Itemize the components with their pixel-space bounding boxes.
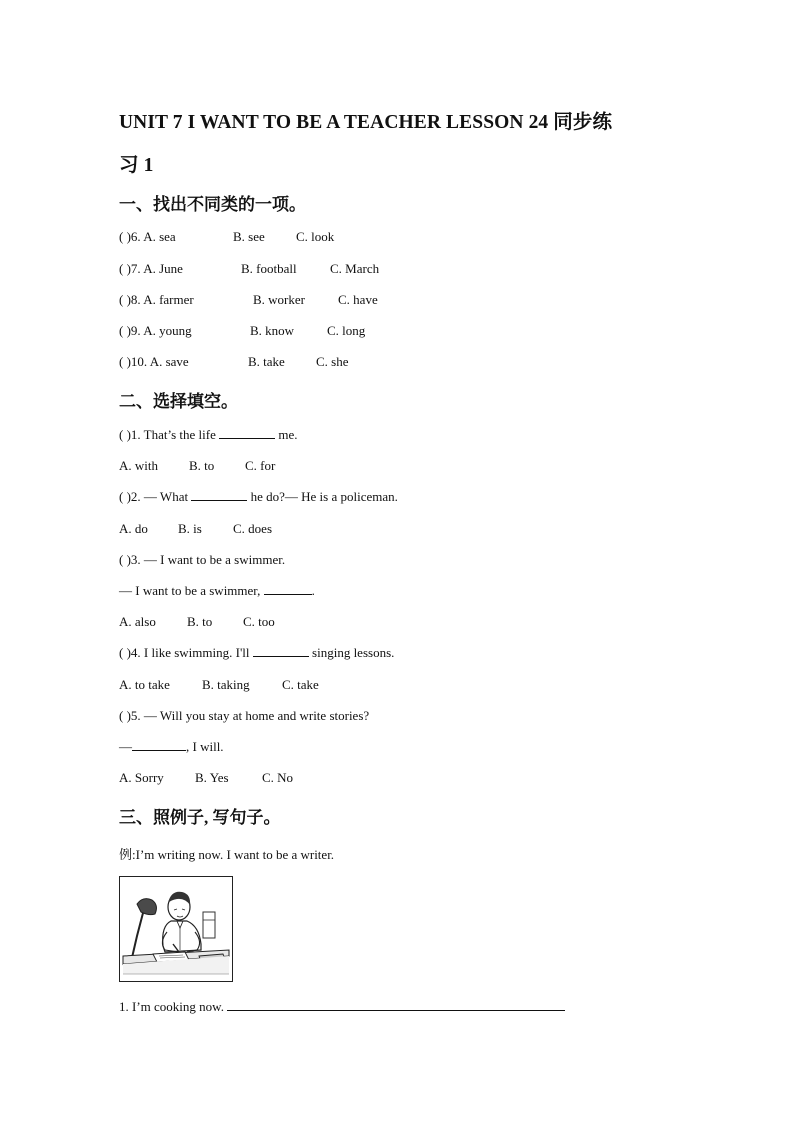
option-b: B. take xyxy=(248,354,285,369)
question-text: — I want to be a swimmer, xyxy=(119,583,264,598)
option-c: C. does xyxy=(233,521,272,536)
option-b: B. to xyxy=(189,458,215,473)
option-b: B. to xyxy=(187,614,213,629)
question-text: me. xyxy=(275,427,298,442)
option-c: C. long xyxy=(327,323,366,338)
section2-heading: 二、选择填空。 xyxy=(119,392,238,411)
section2-q3-options xyxy=(119,614,275,630)
option-c: C. look xyxy=(296,229,335,244)
question-text: ( )1. That’s the life xyxy=(119,427,220,442)
option-b: B. Yes xyxy=(195,770,229,785)
option-c: C. No xyxy=(262,770,294,785)
section1-heading: 一、找出不同类的一项。 xyxy=(119,195,306,214)
option-b: B. see xyxy=(233,229,265,244)
option-a: A. do xyxy=(119,521,148,536)
option-a: A. also xyxy=(119,614,156,629)
section2-q3: ( )3. — I want to be a swimmer. xyxy=(119,552,286,567)
section2-q1 xyxy=(119,427,298,443)
option-c: C. too xyxy=(243,614,275,629)
item-stem: ( )10. A. save xyxy=(119,354,189,369)
item-stem: ( )7. A. June xyxy=(119,261,183,276)
option-b: B. taking xyxy=(202,677,250,692)
option-a: A. Sorry xyxy=(119,770,164,785)
section3-q1 xyxy=(119,998,565,1015)
page-title-line2: 习 1 xyxy=(119,155,154,176)
answer-blank[interactable] xyxy=(219,427,275,439)
option-c: C. for xyxy=(245,458,276,473)
section1-item-9 xyxy=(119,323,365,339)
answer-line[interactable] xyxy=(227,998,565,1011)
section2-q2-options xyxy=(119,521,272,537)
item-stem: ( )6. A. sea xyxy=(119,229,176,244)
question-text: he do?— He is a policeman. xyxy=(247,489,398,504)
question-text: 1. I’m cooking now. xyxy=(119,999,228,1014)
answer-blank[interactable] xyxy=(191,489,247,501)
option-c: C. she xyxy=(316,354,349,369)
section2-q5: ( )5. — Will you stay at home and write stories? xyxy=(119,708,370,723)
section2-q4 xyxy=(119,645,394,661)
question-text: . xyxy=(311,583,315,598)
question-text: , I will. xyxy=(186,739,224,754)
option-a: A. with xyxy=(119,458,158,473)
section2-q3-reply xyxy=(119,583,315,599)
option-c: C. have xyxy=(338,292,378,307)
question-text: — xyxy=(119,739,132,754)
section2-q5-reply xyxy=(119,739,224,755)
question-text: ( )4. I like swimming. I'll xyxy=(119,645,253,660)
item-stem: ( )9. A. young xyxy=(119,323,192,338)
option-a: A. to take xyxy=(119,677,170,692)
answer-blank[interactable] xyxy=(132,739,186,751)
section1-item-8 xyxy=(119,292,378,308)
question-text: singing lessons. xyxy=(308,645,395,660)
option-b: B. football xyxy=(241,261,297,276)
item-stem: ( )8. A. farmer xyxy=(119,292,194,307)
page-title-line1: UNIT 7 I WANT TO BE A TEACHER LESSON 24 同步练 xyxy=(119,112,613,133)
section2-q5-options xyxy=(119,770,293,786)
option-c: C. March xyxy=(330,261,380,276)
option-b: B. worker xyxy=(253,292,305,307)
section3-heading: 三、照例子, 写句子。 xyxy=(119,808,281,827)
option-b: B. know xyxy=(250,323,295,338)
section2-q2 xyxy=(119,489,398,505)
answer-blank[interactable] xyxy=(253,645,309,657)
writer-at-desk-illustration xyxy=(119,876,233,982)
section1-item-6 xyxy=(119,229,334,245)
section1-item-7 xyxy=(119,261,379,277)
answer-blank[interactable] xyxy=(264,583,312,595)
option-c: C. take xyxy=(282,677,319,692)
section1-item-10 xyxy=(119,354,349,370)
section2-q1-options xyxy=(119,458,275,474)
section2-q4-options xyxy=(119,677,319,693)
section3-example: 例:I’m writing now. I want to be a writer. xyxy=(119,847,335,862)
option-b: B. is xyxy=(178,521,202,536)
question-text: ( )2. — What xyxy=(119,489,192,504)
